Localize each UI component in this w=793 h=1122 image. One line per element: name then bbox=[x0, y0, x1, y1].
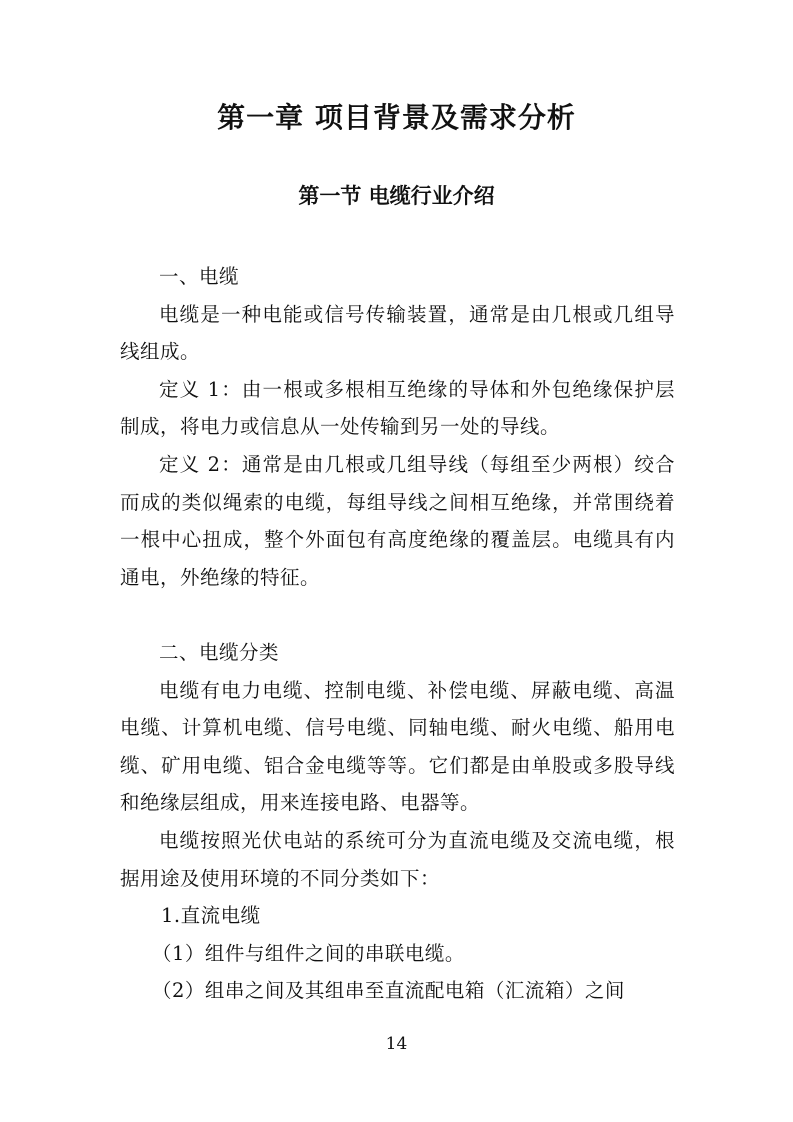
page-number: 14 bbox=[385, 1034, 408, 1054]
paragraph-cable-types: 电缆有电力电缆、控制电缆、补偿电缆、屏蔽电缆、高温电缆、计算机电缆、信号电缆、同轴电缆、耐火电缆、船用电缆、矿用电缆、铝合金电缆等等。它们都是由单股或多股导线和绝缘层组成，用来连接电路、电器等。 bbox=[120, 678, 675, 815]
subsection-heading-classification: 二、电缆分类 bbox=[159, 640, 280, 664]
chapter-title: 第一章 项目背景及需求分析 bbox=[217, 101, 576, 134]
list-heading-dc-cable: 1.直流电缆 bbox=[161, 904, 261, 928]
paragraph-definition-1: 定义 1：由一根或多根相互绝缘的导体和外包绝缘保护层制成，将电力或信息从一处传输到另一处的导线。 bbox=[120, 377, 675, 439]
paragraph-gap bbox=[120, 596, 675, 634]
list-item: （1）组件与组件之间的串联电缆。 bbox=[152, 941, 465, 965]
paragraph-pv-classification: 电缆按照光伏电站的系统可分为直流电缆及交流电缆，根据用途及使用环境的不同分类如下： bbox=[120, 828, 675, 890]
subsection-heading-cable: 一、电缆 bbox=[159, 265, 240, 288]
section-title: 第一节 电缆行业介绍 bbox=[298, 184, 495, 208]
paragraph-cable-intro: 电缆是一种电能或信号传输装置，通常是由几根或几组导线组成。 bbox=[120, 302, 675, 364]
body-text bbox=[120, 258, 675, 1010]
paragraph-definition-2: 定义 2：通常是由几根或几组导线（每组至少两根）绞合而成的类似绳索的电缆，每组导线之间相互绝缘，并常围绕着一根中心扭成，整个外面包有高度绝缘的覆盖层。电缆具有内通电，外绝缘的特征。 bbox=[120, 452, 675, 589]
list-item: （2）组串之间及其组串至直流配电箱（汇流箱）之间 bbox=[152, 979, 625, 1003]
